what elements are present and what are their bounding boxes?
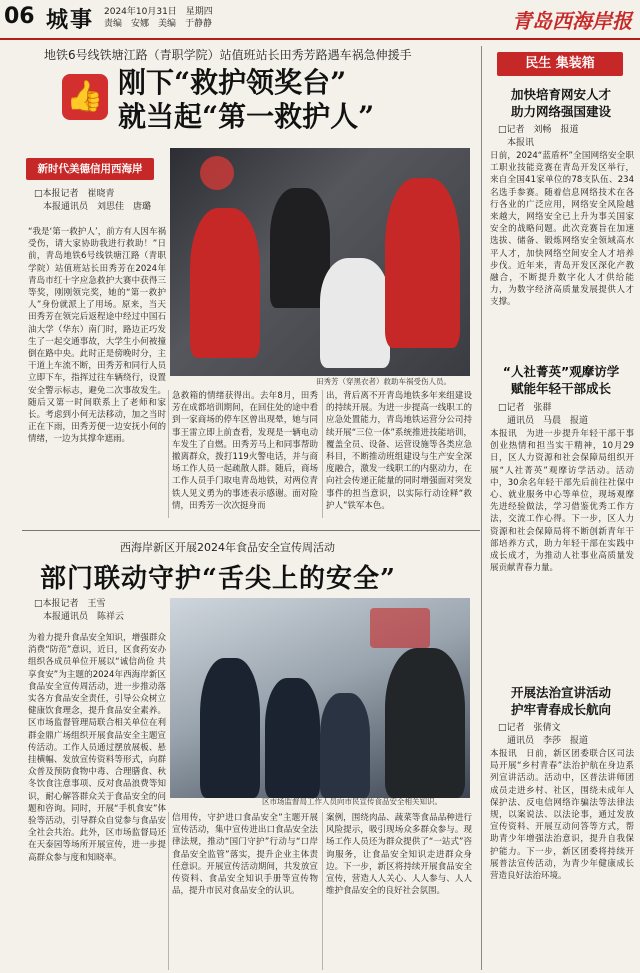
column-divider — [168, 812, 169, 970]
byline-line: □本报记者 王雪 — [34, 599, 106, 609]
lead-body-col3: 出，背后离不开青岛地铁多年来组建设的持续开展。为进一步提高一线职工的应急处置能力，青岛地铁运营分公司持续开展“三位一体”系统推进技能培训，覆盖全员、设备、运营设施等各类应急科目，不断推动班组建设与生产安全深度融合，激发一线职工的内驱动力，在向社会传递正能量的同时增强面对突发事件的担当意识，以实际行动诠释“救护人”铁军本色。 — [326, 391, 472, 511]
byline-line: □记者 张群 — [498, 403, 552, 413]
rescuer-figure — [385, 178, 460, 348]
page-number: 06 — [4, 4, 35, 29]
lead-headline-line1: 刚下“救护领奖台” — [118, 66, 347, 99]
sidebar-story3-byline — [498, 722, 628, 748]
food-photo-caption: 区市场监督局工作人员向市民宣传食品安全相关知识。 — [262, 797, 442, 806]
food-byline — [34, 598, 164, 624]
citizen-figure — [385, 648, 465, 798]
officer-figure — [265, 678, 320, 798]
lead-photo — [170, 148, 470, 376]
food-photo — [170, 598, 470, 798]
byline-line: 通讯员 马晨 报道 — [498, 416, 589, 426]
headline-line: 赋能年轻干部成长 — [510, 381, 611, 396]
sidebar-divider — [481, 46, 482, 970]
section-rule — [22, 530, 480, 531]
officer-figure — [200, 658, 260, 798]
editors-line: 责编 安娜 美编 于静静 — [104, 19, 213, 29]
paper-logo: 青岛西海岸报 — [512, 9, 632, 33]
byline-line: 本报通讯员 陈祥云 — [34, 612, 125, 622]
byline-line: □记者 张倩文 — [498, 723, 561, 733]
sidebar-tag: 民生 集装箱 — [497, 52, 623, 76]
food-body-col3: 案例，围绕肉品、蔬菜等食品品种进行风险提示，吸引现场众多群众参与。现场工作人员还为群众提供了“一站式”咨询服务，让食品安全知识走进群众身边。下一步，新区将持续开展食品安全宣传，营造人人关心、人人参与、人人维护食品安全的良好社会氛围。 — [326, 813, 472, 897]
column-divider — [168, 390, 169, 518]
lead-headline-line2: 就当起“第一救护人” — [118, 100, 375, 133]
thumbs-up-icon: 👍 — [62, 74, 108, 120]
banner-shape — [370, 608, 430, 648]
food-kicker: 西海岸新区开展2024年食品安全宣传周活动 — [120, 541, 335, 554]
byline-line: □记者 刘畅 报道 — [498, 125, 579, 135]
rescuer-figure — [190, 208, 260, 358]
byline-line: □本报记者 崔晓青 — [34, 189, 115, 199]
sidebar-story2-byline — [498, 402, 628, 428]
byline-line: 通讯员 李莎 报道 — [498, 736, 589, 746]
sidebar-story2-body: 本报讯 为进一步提升年轻干部干事创业热情和担当实干精神，10月29日，区人力资源和社会保障局组织开展“人社菁英”观摩访学活动。活动中，30余名年轻干部先后前往社保中心、就业服务中心等单位，现场观摩先进经验做法，学习借鉴优秀工作方法，交流工作心得。下一步，区人力资源和社会保障局将不断创新青年干部培养方式，助力年轻干部在实践中成长成才，为推动人社事业高质量发展贡献青春力量。 — [490, 429, 634, 574]
red-cross-emblem — [200, 156, 234, 190]
section-title: 城事 — [46, 8, 95, 33]
food-body-col2: 信用传，守护进口食品安全”主题开展宣传活动，集中宣传进出口食品安全法律法规，推动“国门守护”行动与“口岸食品安全监管”落实，提升企业主体责任意识。开展宣传活动期间，共发放宣传资料、食品安全知识手册等宣传物品，提升市民对食品安全的认识。 — [172, 813, 318, 897]
lead-byline — [34, 188, 164, 214]
headline-line: “人社菁英”观摩访学 — [502, 364, 620, 379]
series-tag: 新时代美德信用西海岸 — [26, 158, 154, 180]
headline-line: 护牢青春成长航向 — [510, 702, 611, 717]
column-divider — [322, 812, 323, 970]
issue-info — [104, 6, 213, 30]
food-headline: 部门联动守护“舌尖上的安全” — [40, 564, 396, 594]
lead-photo-caption: 田秀芳（穿黑衣者）救助车祸受伤人员。 — [316, 377, 451, 386]
lead-body-col1: “我是‘第一救护人’，前方有人因车祸受伤，请大家协助我进行救助！”日前，青岛地铁6号线铁塘江路（青职学院）站值班站长田秀芳在2024年青岛市红十字应急救护大赛中获得三等奖，刚刚领完奖，她的“第一救护人”身份就派上了用场。原来，当天田秀芳在领完后返程途中经过中国石油大学（华东）南门时，路边正巧发生了一起交通事故，大学生小何被撞倒在路中央。此时正是傍晚时分，主干道上车流不断，田秀芳和同行人员立即下车，指挥过往车辆绕行，设置安全警示标志，避免二次事故发生。随后又第一时间联系上了老师和家长。考虑到小何无法移动，加之当时正在下雨，田秀芳便一边安抚小何的情绪，一边为其撑伞遮雨。 — [28, 227, 166, 445]
lead-headline — [118, 66, 498, 134]
headline-line: 加快培育网安人才 — [510, 87, 611, 102]
injured-person-figure — [320, 258, 390, 368]
sidebar-story1-body: 日前，2024“蓝盾杯”全国网络安全职工职业技能竞赛在青岛开发区举行，来自全国41家单位的78支队伍、234名选手参赛。随着信息网络技术在各行各业的广泛应用，网络安全风险越来越大，网络安全已上升为事关国家安全的战略问题。此次竞赛旨在加速选拔、储备、锻炼网络安全领域高水平人才，加快网络空间安全人才培养步伐。近年来，青岛开发区深化产教融合，不断提升数字化人才供给能力，为数字经济高质量发展提供人才支撑。 — [490, 151, 634, 308]
sidebar-story1-byline — [498, 124, 628, 150]
headline-line: 助力网络强国建设 — [510, 104, 611, 119]
headline-line: 开展法治宣讲活动 — [510, 685, 611, 700]
food-body-col1: 为着力提升食品安全知识，增强群众消费“防范”意识，近日，区食药安办组织各成员单位开展以“诚信尚俭 共享食安”为主题的2024年西海岸新区食品安全宣传周活动，进一步推动落实各方食品安全责任，引导公众树立健康饮食理念，提升食品安全素养。区市场监督管理局联合相关单位在利群金鼎广场组织开展食品安全主题宣传活动。工作人员通过摆放展板、悬挂横幅、发放宣传资料等形式，向群众普及预防食物中毒、合理膳食、秋冬饮食注意事项、反对食品浪费等知识，耐心解答群众关于食品安全的问题和咨询。同时，开展“手机食安”体验等活动，引导群众自觉参与食品安全社会共治。此外，区市场监督局还在天泰园等场所开展宣传，进一步提高群众参与度和知晓率。 — [28, 633, 166, 863]
sidebar-story3-body: 本报讯 日前，新区团委联合区司法局开展“乡村青春”法治护航在身边系列宣讲活动。活动中，区普法讲师团成员走进乡村、社区，围绕未成年人保护法、反电信网络诈骗法等法律法规，以案说法、以法论事，通过发放宣传资料、开展互动问答等方式，帮助青少年增强法治意识，提升自我保护能力。下一步，新区团委将持续开展普法宣传活动，为青少年健康成长营造良好法治环境。 — [490, 749, 634, 882]
byline-line: 本报通讯员 刘思佳 唐璐 — [34, 202, 152, 212]
lead-kicker: 地铁6号线铁塘江路（青职学院）站值班站长田秀芳路遇车祸急伸援手 — [44, 48, 412, 62]
sidebar-story2-headline — [486, 363, 636, 397]
date-line: 2024年10月31日 星期四 — [104, 7, 213, 17]
lead-body-col2: 急救箱的情绪获得出。去年8月，田秀芳在成都培训期间，在回住处的途中看到一家商场的停车区曾出现晕，她与同事王雷立即上前查看，发现是一辆电动车发生了自燃。田秀芳马上和同事帮助撤离群众，拨打119火警电话，并与商场工作人员一起疏散人群。随后，商场工作人员手门取电青岛地铁，对两位青铁人见义勇为的事迹表示感谢。面对险情，田秀芳一次次挺身而 — [172, 391, 318, 511]
officer-figure — [320, 693, 370, 798]
sidebar-story3-headline — [486, 684, 636, 718]
column-divider — [322, 390, 323, 518]
byline-line: 本报讯 — [498, 138, 535, 148]
sidebar-story1-headline — [486, 86, 636, 120]
